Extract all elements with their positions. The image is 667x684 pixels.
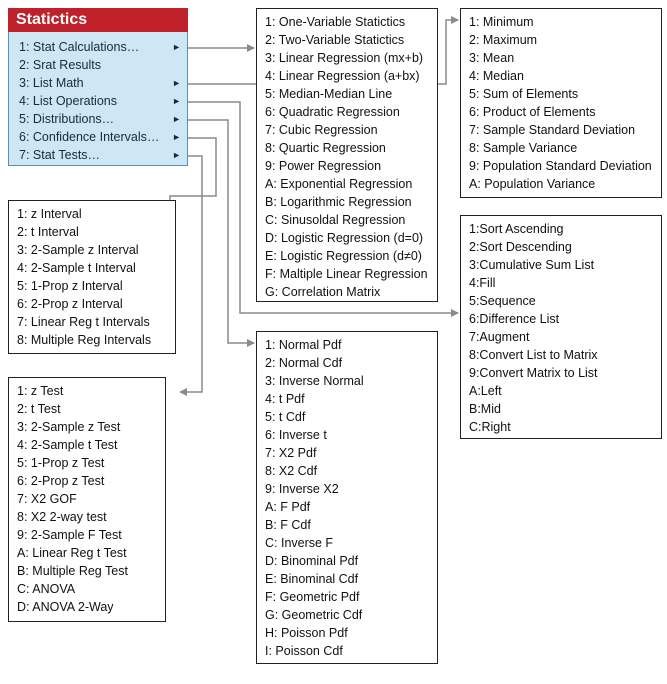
list-math-box bbox=[460, 8, 662, 198]
list-operations-item[interactable]: A:Left bbox=[469, 384, 502, 398]
stat-calculations-item[interactable]: 3: Linear Regression (mx+b) bbox=[265, 51, 424, 65]
distribution-item[interactable]: 8: X2 Cdf bbox=[265, 464, 318, 478]
stat-calculations-item[interactable]: C: Sinusoldal Regression bbox=[265, 213, 406, 227]
list-operations-item[interactable]: 4:Fill bbox=[469, 276, 496, 290]
distribution-item[interactable]: I: Poisson Cdf bbox=[265, 644, 343, 658]
distribution-item[interactable]: 5: t Cdf bbox=[265, 410, 306, 424]
menu-item-list-math[interactable] bbox=[9, 74, 187, 92]
stat-calculations-box bbox=[256, 8, 438, 302]
list-operations-item[interactable]: 1:Sort Ascending bbox=[469, 222, 564, 236]
list-math-item[interactable]: A: Population Variance bbox=[469, 177, 596, 191]
menu-item-stat-tests[interactable] bbox=[9, 146, 187, 164]
distribution-item[interactable]: 1: Normal Pdf bbox=[265, 338, 342, 352]
distribution-item[interactable]: E: Binominal Cdf bbox=[265, 572, 359, 586]
stat-test-item[interactable]: D: ANOVA 2-Way bbox=[17, 600, 114, 614]
stat-calculations-item[interactable]: 9: Power Regression bbox=[265, 159, 382, 173]
stat-calculations-item[interactable]: B: Logarithmic Regression bbox=[265, 195, 412, 209]
confidence-interval-item[interactable]: 2: t Interval bbox=[17, 225, 79, 239]
list-math-item[interactable]: 7: Sample Standard Deviation bbox=[469, 123, 636, 137]
confidence-interval-item[interactable]: 3: 2-Sample z Interval bbox=[17, 243, 139, 257]
distribution-item[interactable]: 3: Inverse Normal bbox=[265, 374, 364, 388]
stat-calculations-item[interactable]: 6: Quadratic Regression bbox=[265, 105, 400, 119]
submenu-arrow-icon: ► bbox=[172, 96, 181, 106]
stat-test-item[interactable]: 7: X2 GOF bbox=[17, 492, 77, 506]
menu-item-label: 2: Srat Results bbox=[19, 58, 101, 72]
list-operations-box bbox=[460, 215, 662, 439]
list-operations-item[interactable]: 2:Sort Descending bbox=[469, 240, 572, 254]
list-operations-item[interactable]: B:Mid bbox=[469, 402, 501, 416]
stat-test-item[interactable]: 3: 2-Sample z Test bbox=[17, 420, 121, 434]
stat-calculations-item[interactable]: 7: Cubic Regression bbox=[265, 123, 378, 137]
confidence-interval-item[interactable]: 7: Linear Reg t Intervals bbox=[17, 315, 150, 329]
confidence-interval-item[interactable]: 1: z Interval bbox=[17, 207, 82, 221]
stat-calculations-item[interactable]: D: Logistic Regression (d=0) bbox=[265, 231, 424, 245]
distribution-item[interactable]: D: Binominal Pdf bbox=[265, 554, 359, 568]
distribution-item[interactable]: C: Inverse F bbox=[265, 536, 334, 550]
confidence-interval-item[interactable]: 5: 1-Prop z Interval bbox=[17, 279, 123, 293]
stat-test-item[interactable]: C: ANOVA bbox=[17, 582, 76, 596]
stat-test-item[interactable]: 4: 2-Sample t Test bbox=[17, 438, 118, 452]
stat-calculations-item[interactable]: 8: Quartic Regression bbox=[265, 141, 386, 155]
stat-calculations-item[interactable]: A: Exponential Regression bbox=[265, 177, 413, 191]
menu-title: Statictics bbox=[8, 8, 188, 32]
menu-item-distributions[interactable] bbox=[9, 110, 187, 128]
stat-test-item[interactable]: A: Linear Reg t Test bbox=[17, 546, 127, 560]
connector-stat-tests bbox=[180, 156, 202, 392]
stat-test-item[interactable]: 1: z Test bbox=[17, 384, 64, 398]
stat-test-item[interactable]: 2: t Test bbox=[17, 402, 61, 416]
stat-calculations-item[interactable]: 4: Linear Regression (a+bx) bbox=[265, 69, 420, 83]
menu-item-stat-calculations[interactable] bbox=[9, 38, 187, 56]
menu-item-label: 1: Stat Calculations… bbox=[19, 40, 140, 54]
menu-items bbox=[8, 32, 188, 166]
list-math-item[interactable]: 8: Sample Variance bbox=[469, 141, 578, 155]
stat-tests-box bbox=[8, 377, 166, 622]
distribution-item[interactable]: B: F Cdf bbox=[265, 518, 311, 532]
list-operations-item[interactable]: 6:Difference List bbox=[469, 312, 560, 326]
menu-item-label: 4: List Operations bbox=[19, 94, 117, 108]
distribution-item[interactable]: 2: Normal Cdf bbox=[265, 356, 343, 370]
list-math-item[interactable]: 5: Sum of Elements bbox=[469, 87, 579, 101]
distribution-item[interactable]: F: Geometric Pdf bbox=[265, 590, 360, 604]
distribution-item[interactable]: A: F Pdf bbox=[265, 500, 311, 514]
connector-distributions bbox=[188, 120, 254, 343]
submenu-arrow-icon: ► bbox=[172, 78, 181, 88]
submenu-arrow-icon: ► bbox=[172, 132, 181, 142]
list-operations-item[interactable]: 8:Convert List to Matrix bbox=[469, 348, 598, 362]
menu-item-list-operations[interactable] bbox=[9, 92, 187, 110]
stat-test-item[interactable]: 5: 1-Prop z Test bbox=[17, 456, 105, 470]
menu-item-label: 5: Distributions… bbox=[19, 112, 115, 126]
distribution-item[interactable]: 7: X2 Pdf bbox=[265, 446, 317, 460]
stat-test-item[interactable]: 9: 2-Sample F Test bbox=[17, 528, 122, 542]
confidence-intervals-box bbox=[8, 200, 176, 354]
list-operations-item[interactable]: 7:Augment bbox=[469, 330, 530, 344]
menu-item-label: 7: Stat Tests… bbox=[19, 148, 101, 162]
stat-calculations-item[interactable]: G: Correlation Matrix bbox=[265, 285, 381, 299]
list-operations-item[interactable]: 5:Sequence bbox=[469, 294, 536, 308]
distribution-item[interactable]: G: Geometric Cdf bbox=[265, 608, 363, 622]
distributions-box bbox=[256, 331, 438, 664]
distribution-item[interactable]: H: Poisson Pdf bbox=[265, 626, 348, 640]
list-math-item[interactable]: 3: Mean bbox=[469, 51, 515, 65]
list-math-item[interactable]: 4: Median bbox=[469, 69, 524, 83]
submenu-arrow-icon: ► bbox=[172, 150, 181, 160]
menu-item-stat-results[interactable] bbox=[9, 56, 187, 74]
list-math-item[interactable]: 9: Population Standard Deviation bbox=[469, 159, 652, 173]
confidence-interval-item[interactable]: 6: 2-Prop z Interval bbox=[17, 297, 123, 311]
submenu-arrow-icon: ► bbox=[172, 42, 181, 52]
list-operations-item[interactable]: 3:Cumulative Sum List bbox=[469, 258, 595, 272]
list-math-item[interactable]: 2: Maximum bbox=[469, 33, 538, 47]
stat-calculations-item[interactable]: E: Logistic Regression (d≠0) bbox=[265, 249, 422, 263]
menu-item-label: 3: List Math bbox=[19, 76, 84, 90]
distribution-item[interactable]: 6: Inverse t bbox=[265, 428, 327, 442]
list-math-item[interactable]: 6: Product of Elements bbox=[469, 105, 596, 119]
confidence-interval-item[interactable]: 4: 2-Sample t Interval bbox=[17, 261, 136, 275]
list-operations-item[interactable]: 9:Convert Matrix to List bbox=[469, 366, 598, 380]
distribution-item[interactable]: 4: t Pdf bbox=[265, 392, 305, 406]
list-operations-item[interactable]: C:Right bbox=[469, 420, 511, 434]
list-math-item[interactable]: 1: Minimum bbox=[469, 15, 534, 29]
statistics-menu bbox=[8, 8, 188, 166]
stat-test-item[interactable]: 8: X2 2-way test bbox=[17, 510, 107, 524]
submenu-arrow-icon: ► bbox=[172, 114, 181, 124]
stat-calculations-item[interactable]: 5: Median-Median Line bbox=[265, 87, 393, 101]
stat-test-item[interactable]: B: Multiple Reg Test bbox=[17, 564, 128, 578]
stat-calculations-item[interactable]: 2: Two-Variable Statictics bbox=[265, 33, 405, 47]
menu-item-label: 6: Confidence Intervals… bbox=[19, 130, 160, 144]
confidence-interval-item[interactable]: 8: Multiple Reg Intervals bbox=[17, 333, 152, 347]
distribution-item[interactable]: 9: Inverse X2 bbox=[265, 482, 339, 496]
menu-item-confidence-intervals[interactable] bbox=[9, 128, 187, 146]
stat-test-item[interactable]: 6: 2-Prop z Test bbox=[17, 474, 105, 488]
stat-calculations-item[interactable]: 1: One-Variable Statictics bbox=[265, 15, 406, 29]
stat-calculations-item[interactable]: F: Maltiple Linear Regression bbox=[265, 267, 428, 281]
